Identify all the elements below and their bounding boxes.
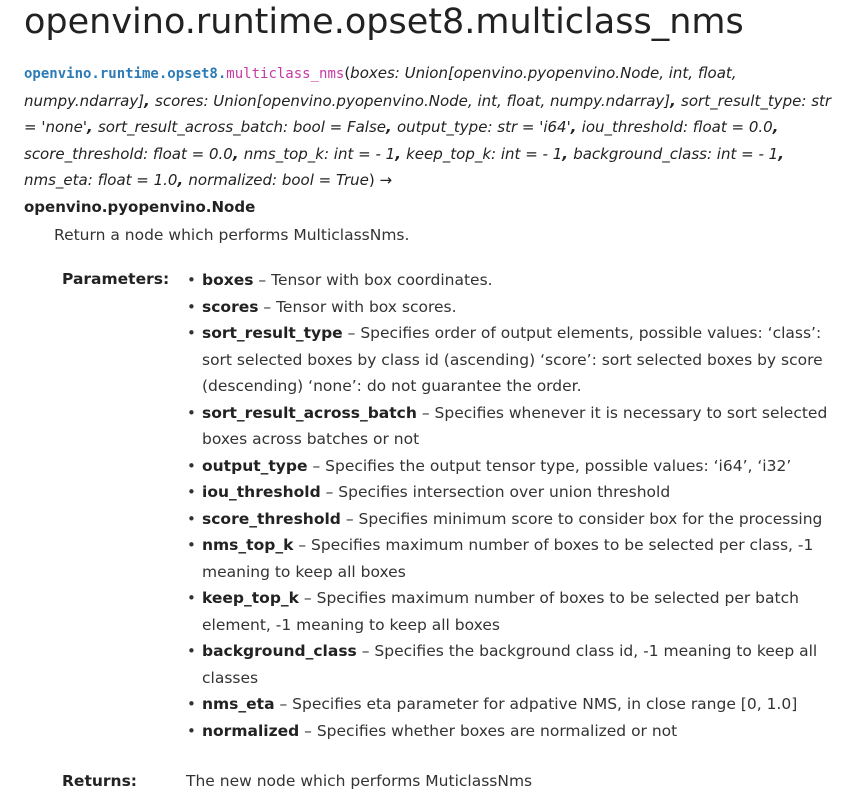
signature-return-type: openvino.pyopenvino.Node xyxy=(24,197,256,216)
parameter-dash: – xyxy=(298,536,307,554)
parameter-name: sort_result_across_batch xyxy=(202,403,417,422)
parameter-item xyxy=(186,400,846,453)
returns-text: The new node which performs MuticlassNms xyxy=(186,772,533,790)
parameter-dash: – xyxy=(345,509,354,528)
signature-param-iou-threshold: iou_threshold: float = 0.0 xyxy=(581,118,773,136)
parameter-dash: – xyxy=(304,721,312,740)
signature-separator: , xyxy=(772,118,779,136)
parameter-item xyxy=(186,506,846,533)
parameter-name: iou_threshold xyxy=(202,483,321,501)
parameter-item xyxy=(186,638,846,691)
function-signature xyxy=(24,60,836,220)
parameter-description: Specifies intersection over union threshold xyxy=(338,483,671,501)
parameter-description: Specifies maximum number of boxes to be selected per class, -1 meaning to keep all boxes xyxy=(202,536,814,581)
signature-open-paren: ( xyxy=(344,64,351,82)
signature-separator: , xyxy=(570,118,582,136)
signature-param-background-class: background_class: int = - 1 xyxy=(573,144,779,163)
parameter-dash: – xyxy=(325,483,334,501)
signature-separator: , xyxy=(144,91,156,110)
parameter-dash: – xyxy=(258,271,267,289)
parameter-description: Specifies order of output elements, possible values: ‘class’: sort selected boxes by class id (ascending) ‘score’: sort selected boxes by score (descending) ‘none’: do not guarantee the order. xyxy=(202,324,823,395)
signature-param-scores: scores: Union[openvino.pyopenvino.Node, int, float, numpy.ndarray] xyxy=(155,91,671,110)
parameter-item xyxy=(186,267,846,294)
parameter-name: boxes xyxy=(202,271,254,289)
parameter-item xyxy=(186,479,846,506)
signature-param-score-threshold: score_threshold: float = 0.0 xyxy=(24,144,233,163)
parameter-description: Specifies the output tensor type, possible values: ‘i64’, ‘i32’ xyxy=(325,456,792,475)
page-title: openvino.runtime.opset8.multiclass_nms xyxy=(24,2,744,42)
parameter-name: score_threshold xyxy=(202,509,341,528)
parameter-dash: – xyxy=(421,403,430,422)
parameter-name: scores xyxy=(202,297,259,316)
signature-param-output-type: output_type: str = 'i64' xyxy=(396,118,571,136)
parameter-name: keep_top_k xyxy=(202,589,299,607)
parameter-description: Specifies the background class id, -1 meaning to keep all classes xyxy=(202,642,818,687)
signature-separator: , xyxy=(562,144,574,163)
parameter-item xyxy=(186,585,846,638)
parameter-name: nms_eta xyxy=(202,695,275,713)
parameter-item xyxy=(186,294,846,321)
function-description: Return a node which performs MulticlassNms. xyxy=(54,226,410,244)
signature-separator: , xyxy=(395,144,407,163)
parameter-name: background_class xyxy=(202,642,357,660)
parameter-item xyxy=(186,691,846,718)
parameters-label: Parameters: xyxy=(62,270,170,288)
parameter-item xyxy=(186,320,846,400)
signature-separator: , xyxy=(670,91,682,110)
parameter-description: Specifies whether boxes are normalized or not xyxy=(316,721,678,740)
parameter-description: Tensor with box scores. xyxy=(276,297,457,316)
parameter-name: output_type xyxy=(202,456,308,475)
signature-param-sort-result-type: sort_result_type: str = 'none' xyxy=(24,91,832,136)
signature-param-nms-top-k: nms_top_k: int = - 1 xyxy=(243,144,396,163)
signature-separator: , xyxy=(232,144,244,163)
signature-param-boxes: boxes: Union[openvino.pyopenvino.Node, int, float, numpy.ndarray] xyxy=(24,64,737,110)
parameter-dash: – xyxy=(263,297,272,316)
signature-function-name: multiclass_nms xyxy=(226,66,345,82)
parameter-description: Specifies maximum number of boxes to be selected per batch element, -1 meaning to keep all boxes xyxy=(202,589,799,634)
signature-param-sort-result-across-batch: sort_result_across_batch: bool = False xyxy=(97,118,387,136)
parameter-item xyxy=(186,453,846,480)
parameter-list xyxy=(186,267,846,744)
parameter-item xyxy=(186,532,846,585)
signature-close-paren: ) xyxy=(368,171,375,189)
parameter-description: Tensor with box coordinates. xyxy=(271,271,493,289)
signature-separator: , xyxy=(386,118,397,136)
parameter-dash: – xyxy=(279,695,288,713)
parameter-description: Specifies eta parameter for adpative NMS, in close range [0, 1.0] xyxy=(292,695,798,713)
parameter-dash: – xyxy=(347,324,356,342)
parameter-description: Specifies whenever it is necessary to sort selected boxes across batches or not xyxy=(202,403,828,448)
signature-param-nms-eta: nms_eta: float = 1.0 xyxy=(24,171,178,189)
parameter-name: nms_top_k xyxy=(202,536,294,554)
parameter-name: sort_result_type xyxy=(202,324,343,342)
parameter-description: Specifies minimum score to consider box for the processing xyxy=(358,509,823,528)
parameter-dash: – xyxy=(361,642,370,660)
signature-arrow: → xyxy=(379,171,393,189)
signature-param-keep-top-k: keep_top_k: int = - 1 xyxy=(406,144,563,163)
parameter-item xyxy=(186,718,846,745)
signature-separator: , xyxy=(87,118,98,136)
signature-module: openvino.runtime.opset8. xyxy=(24,66,227,82)
parameter-dash: – xyxy=(312,456,321,475)
parameter-dash: – xyxy=(303,589,312,607)
signature-separator: , xyxy=(778,144,784,163)
signature-params xyxy=(24,64,831,189)
signature-separator: , xyxy=(177,171,189,189)
returns-label: Returns: xyxy=(62,772,137,790)
parameter-name: normalized xyxy=(202,721,300,740)
signature-param-normalized: normalized: bool = True xyxy=(188,171,369,189)
